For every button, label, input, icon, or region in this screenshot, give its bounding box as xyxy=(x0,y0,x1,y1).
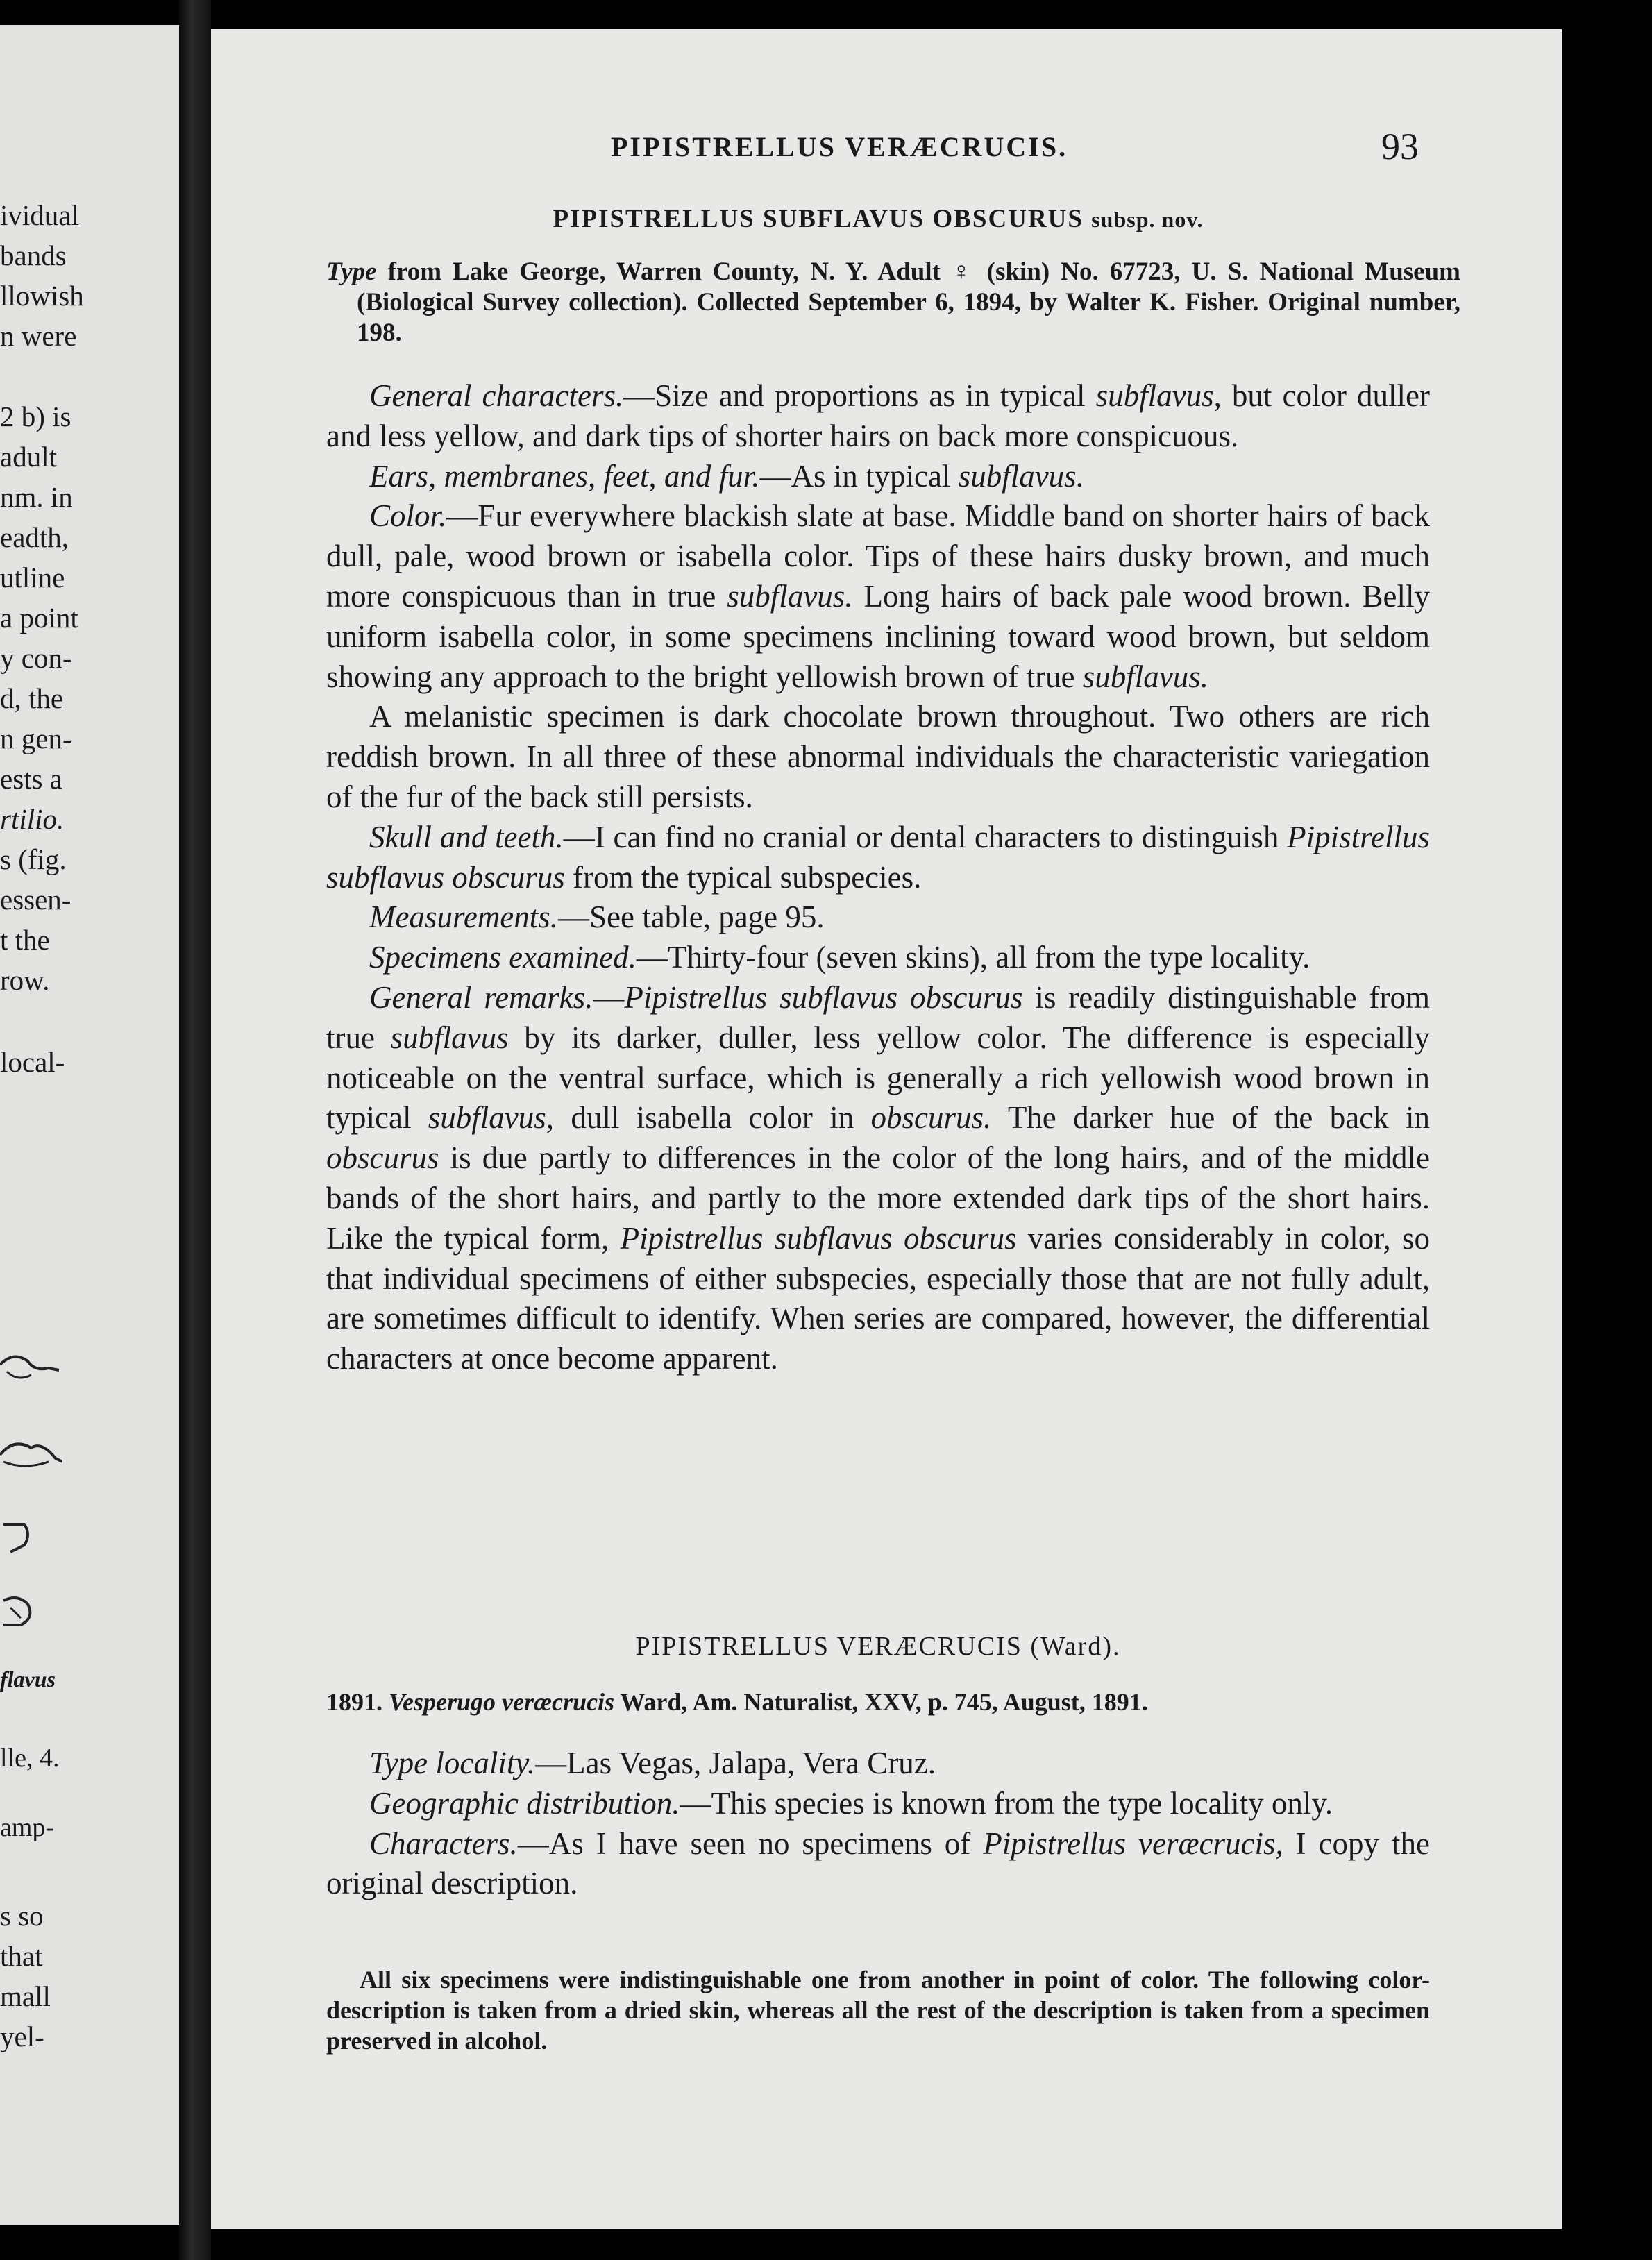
remarks-text: , dull isabella color in xyxy=(546,1100,871,1136)
type-text: from Lake George, Warren County, N. Y. Adult ♀ (skin) No. 67723, U. S. National Museum (Biological Survey collection). Collected September 6, 1894, by Walter K. Fisher. Original number, 198. xyxy=(357,258,1460,347)
left-line: row. xyxy=(0,964,50,996)
running-header: PIPISTRELLUS VERÆCRUCIS. xyxy=(611,131,1068,162)
measurements-text: —See table, page 95. xyxy=(558,900,825,935)
characters-text: —As I have seen no specimens of xyxy=(517,1825,984,1861)
left-line: eadth, xyxy=(0,521,69,553)
type-locality-paragraph xyxy=(326,1744,1430,1784)
general-characters-label: General characters. xyxy=(369,378,624,413)
section-title-main: PIPISTRELLUS SUBFLAVUS OBSCURUS xyxy=(553,205,1084,233)
citation-year: 1891. xyxy=(326,1688,382,1716)
left-line: y con- xyxy=(0,642,72,674)
left-line: llowish xyxy=(0,280,84,312)
general-characters-paragraph xyxy=(326,376,1430,457)
type-locality-text: —Las Vegas, Jalapa, Vera Cruz. xyxy=(535,1746,936,1780)
remarks-text: by its darker, duller, less yellow color. The difference is especially noticeable on the ventral surface, which is generally a rich yellowish wood brown in typical xyxy=(326,1020,1430,1136)
remarks-text: The darker hue of the back in xyxy=(991,1100,1430,1136)
left-line: mall xyxy=(0,1980,51,2012)
section2-title: PIPISTRELLUS VERÆCRUCIS (Ward). xyxy=(635,1632,1121,1661)
left-line: bands xyxy=(0,239,67,271)
left-line: amp- xyxy=(0,1813,55,1842)
species-description xyxy=(326,376,1430,1379)
italic-term: subflavus. xyxy=(727,578,853,614)
italic-term: obscurus. xyxy=(870,1100,992,1136)
left-line: s so xyxy=(0,1900,44,1932)
remarks-paragraph xyxy=(326,978,1430,1379)
skull-text: from the typical subspecies. xyxy=(564,859,922,895)
italic-term: Pipistrellus subflavus obscurus xyxy=(620,1220,1017,1256)
skull-paragraph xyxy=(326,818,1430,898)
italic-term: subflavus xyxy=(428,1100,546,1136)
left-line: s (fig. xyxy=(0,843,67,875)
italic-term: subflavus. xyxy=(958,458,1084,494)
left-line: local- xyxy=(0,1046,65,1078)
specimens-text: —Thirty-four (seven skins), all from the type locality. xyxy=(636,940,1310,975)
left-line: that xyxy=(0,1940,43,1972)
tooth-figure-fragment-icon xyxy=(0,1514,62,1562)
left-line: ividual xyxy=(0,199,79,231)
citation-species: Vesperugo veræcrucis xyxy=(389,1688,614,1716)
characters-text: I copy the original description. xyxy=(326,1825,1430,1901)
ears-paragraph xyxy=(326,457,1430,497)
left-line: rtilio. xyxy=(0,803,65,835)
general-characters-text: , but color duller and less yellow, and dark tips of shorter hairs on back more conspicuous. xyxy=(326,378,1430,453)
type-paragraph xyxy=(326,257,1460,348)
color-label: Color. xyxy=(369,498,447,534)
skull-figure-fragment-icon xyxy=(0,1344,62,1392)
left-line: utline xyxy=(0,562,65,593)
color-text: Long hairs of back pale wood brown. Belly uniform isabella color, in some specimens inclining toward wood brown, but seldom showing any approach to the bright yellowish brown of true xyxy=(326,578,1430,694)
veraecrucis-description xyxy=(326,1744,1430,1904)
italic-term: Pipistrellus subflavus obscurus xyxy=(326,819,1430,895)
characters-paragraph xyxy=(326,1824,1430,1905)
geo-distribution-label: Geographic distribution. xyxy=(369,1785,680,1821)
geo-distribution-text: —This species is known from the type locality only. xyxy=(680,1785,1333,1821)
specimens-paragraph xyxy=(326,938,1430,978)
left-line: n were xyxy=(0,320,77,352)
citation xyxy=(326,1687,1430,1717)
section-title-suffix: subsp. nov. xyxy=(1091,207,1204,232)
italic-term: subflavus. xyxy=(1082,659,1209,694)
measurements-label: Measurements. xyxy=(369,900,559,935)
italic-term: Pipistrellus veræcrucis, xyxy=(983,1825,1283,1861)
book-gutter xyxy=(179,0,211,2260)
ears-label: Ears, membranes, feet, and fur. xyxy=(369,458,760,494)
left-line: nm. in xyxy=(0,481,73,513)
left-line: n gen- xyxy=(0,723,72,754)
italic-term: obscurus xyxy=(326,1140,439,1176)
left-line: d, the xyxy=(0,682,64,714)
left-line: yel- xyxy=(0,2021,44,2052)
left-line: t the xyxy=(0,924,50,956)
skull-label: Skull and teeth. xyxy=(369,819,564,854)
left-line: lle, 4. xyxy=(0,1744,60,1773)
remarks-text: varies considerably in color, so that individual specimens of either subspecies, especially those that are not fully adult, are sometimes difficult to identify. When series are compared, however, the differential characters at once become apparent. xyxy=(326,1220,1430,1376)
ears-text: —As in typical xyxy=(759,458,959,494)
skull-figure-fragment-icon xyxy=(0,1427,62,1476)
remarks-text: is due partly to differences in the color of the long hairs, and of the middle bands of the short hairs, and partly to the more extended dark tips of the short hairs. Like the typical form, xyxy=(326,1140,1430,1256)
left-line: adult xyxy=(0,441,57,473)
geo-distribution-paragraph xyxy=(326,1784,1430,1824)
type-label: Type xyxy=(326,258,377,286)
citation-text: Ward, Am. Naturalist, XXV, p. 745, August, 1891. xyxy=(614,1688,1148,1716)
melanistic-paragraph: A melanistic specimen is dark chocolate brown throughout. Two others are rich reddish brown. In all three of these abnormal individuals the characteristic variegation of the fur of the back still persists. xyxy=(326,699,1430,814)
tooth-figure-fragment-icon xyxy=(0,1590,62,1639)
general-characters-text: —Size and proportions as in typical xyxy=(623,378,1096,413)
remarks-label: General remarks. xyxy=(369,979,593,1015)
left-line: a point xyxy=(0,602,78,634)
skull-text: —I can find no cranial or dental characters to distinguish xyxy=(563,819,1288,854)
type-locality-label: Type locality. xyxy=(369,1746,536,1780)
left-line: essen- xyxy=(0,884,71,916)
page-number: 93 xyxy=(1381,126,1419,167)
figure-caption-fragment: flavus xyxy=(0,1667,56,1692)
left-line: ests a xyxy=(0,763,62,795)
remarks-text: — xyxy=(593,979,625,1015)
characters-label: Characters. xyxy=(369,1825,518,1861)
specimens-label: Specimens examined. xyxy=(369,940,637,975)
left-line: 2 b) is xyxy=(0,400,71,432)
left-page-fragment xyxy=(0,25,179,2225)
color-text: —Fur everywhere blackish slate at base. Middle band on shorter hairs of back dull, pale, wood brown or isabella color. Tips of these hairs dusky brown, and much more conspicuous than in true xyxy=(326,498,1430,614)
italic-term: subflavus xyxy=(390,1020,509,1055)
measurements-paragraph xyxy=(326,897,1430,938)
quoted-description: All six specimens were indistinguishable one from another in point of color. The following color-description is taken from a dried skin, whereas all the rest of the description is taken from a specimen preserved in alcohol. xyxy=(326,1966,1430,2055)
section-title xyxy=(326,204,1430,234)
color-paragraph xyxy=(326,496,1430,697)
italic-term: Pipistrellus subflavus obscurus xyxy=(624,979,1023,1015)
remarks-text: is readily distinguishable from true xyxy=(326,979,1430,1055)
italic-term: subflavus xyxy=(1095,378,1214,413)
